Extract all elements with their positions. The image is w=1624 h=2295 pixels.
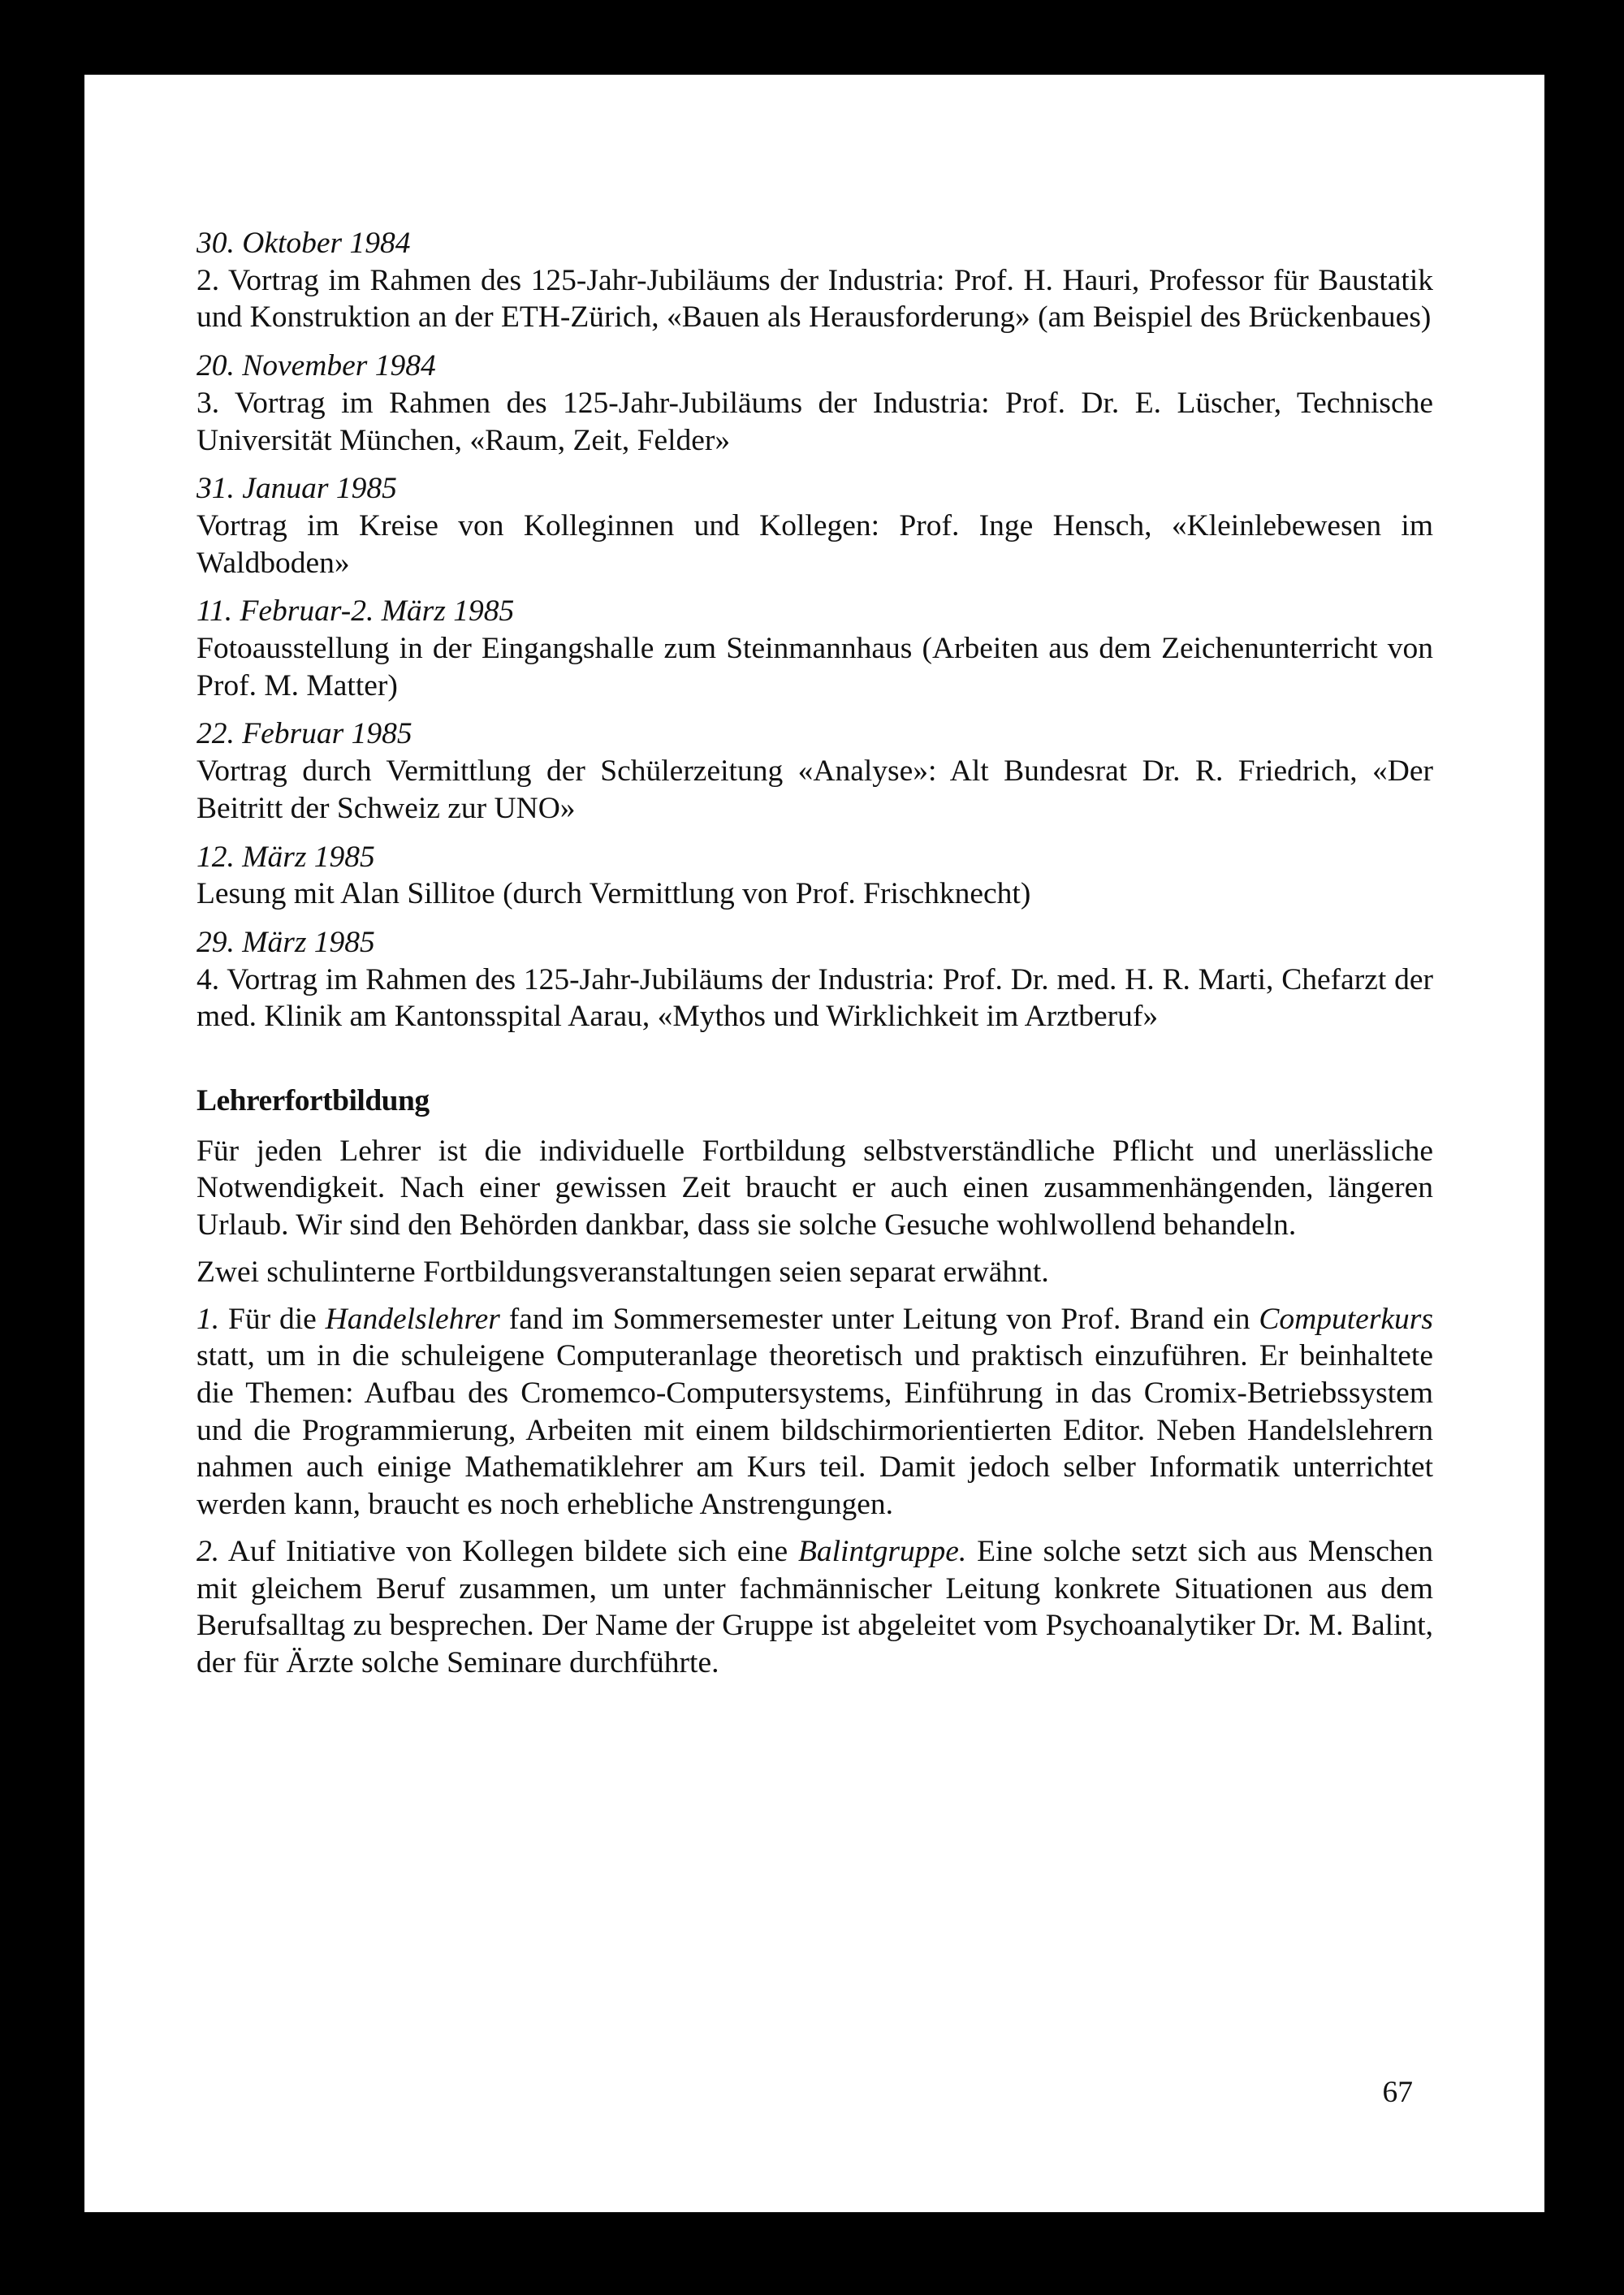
numbered-paragraph-computerkurs	[197, 1301, 1433, 1524]
item-number: 1.	[197, 1302, 220, 1336]
paragraph-text: Für die	[219, 1302, 326, 1336]
page-content	[197, 225, 1433, 1692]
paragraph-text: Auf Initiative von Kollegen bildete sich eine	[219, 1534, 798, 1568]
section-heading: Lehrerfortbildung	[197, 1084, 430, 1118]
emphasis-term: Handelslehrer	[325, 1302, 500, 1336]
event-date: 20. November 1984	[197, 349, 436, 383]
summary-paragraph: Zwei schulinterne Fortbildungsveranstaltungen seien separat erwähnt.	[197, 1255, 1049, 1289]
event-entry	[197, 839, 1433, 913]
event-description: 3. Vortrag im Rahmen des 125-Jahr-Jubiläums der Industria: Prof. Dr. E. Lüscher, Technische Universität München, «Raum, Zeit, Felder»	[197, 386, 1433, 457]
paragraph-text: statt, um in die schuleigene Computeranlage theoretisch und praktisch einzuführen. Er beinhaltete die Themen: Aufbau des Cromemco-Computersystems, Einführung in das Cromix-Betriebssystem und die Programmierung, Arbeiten mit einem bildschirmorientierten Editor. Neben Handelslehrern nahmen auch einige Mathematiklehrer am Kurs teil. Damit jedoch selber Informatik unterrichtet werden kann, braucht es noch erhebliche Anstrengungen.	[197, 1339, 1433, 1522]
event-entry	[197, 593, 1433, 704]
event-date: 22. Februar 1985	[197, 717, 412, 751]
page-number: 67	[1382, 2076, 1413, 2109]
event-description: Vortrag im Kreise von Kolleginnen und Kollegen: Prof. Inge Hensch, «Kleinlebewesen im Waldboden»	[197, 508, 1433, 580]
emphasis-term: Balintgruppe.	[797, 1534, 967, 1568]
event-description: Vortrag durch Vermittlung der Schülerzeitung «Analyse»: Alt Bundesrat Dr. R. Friedrich, «Der Beitritt der Schweiz zur UNO»	[197, 754, 1433, 825]
event-entry	[197, 715, 1433, 827]
numbered-paragraph-balintgruppe	[197, 1533, 1433, 1682]
event-date: 12. März 1985	[197, 840, 375, 874]
event-description: Fotoausstellung in der Eingangshalle zum Steinmannhaus (Arbeiten aus dem Zeichenunterricht von Prof. M. Matter)	[197, 632, 1433, 702]
event-entry	[197, 348, 1433, 459]
event-description: 4. Vortrag im Rahmen des 125-Jahr-Jubiläums der Industria: Prof. Dr. med. H. R. Marti, Chefarzt der med. Klinik am Kantonsspital Aarau, «Mythos und Wirklichkeit im Arztberuf»	[197, 962, 1433, 1034]
event-date: 29. März 1985	[197, 925, 375, 959]
document-page	[84, 75, 1544, 2212]
emphasis-term: Computerkurs	[1259, 1302, 1433, 1336]
event-description: 2. Vortrag im Rahmen des 125-Jahr-Jubiläums der Industria: Prof. H. Hauri, Professor für Baustatik und Konstruktion an der ETH-Zürich, «Bauen als Herausforderung» (am Beispiel des Brückenbaues)	[197, 263, 1433, 335]
event-entry	[197, 470, 1433, 581]
item-number: 2.	[197, 1534, 220, 1568]
intro-paragraph: Für jeden Lehrer ist die individuelle Fortbildung selbstverständliche Pflicht und unerlässliche Notwendigkeit. Nach einer gewissen Zeit braucht er auch einen zusammenhängenden, längeren Urlaub. Wir sind den Behörden dankbar, dass sie solche Gesuche wohlwollend behandeln.	[197, 1134, 1433, 1243]
event-entry	[197, 225, 1433, 336]
event-description: Lesung mit Alan Sillitoe (durch Vermittlung von Prof. Frischknecht)	[197, 877, 1031, 911]
paragraph-text: fand im Sommersemester unter Leitung von Prof. Brand ein	[499, 1302, 1259, 1336]
paragraph-text: Eine solche setzt sich aus Menschen mit gleichem Beruf zusammen, um unter fachmännischer Leitung konkrete Situationen aus dem Berufsalltag zu besprechen. Der Name der Gruppe ist abgeleitet vom Psychoanalytiker Dr. M. Balint, der für Ärzte solche Seminare durchführte.	[197, 1534, 1433, 1679]
event-entry	[197, 924, 1433, 1035]
event-date: 30. Oktober 1984	[197, 227, 411, 260]
event-date: 11. Februar-2. März 1985	[197, 594, 515, 629]
event-date: 31. Januar 1985	[197, 472, 397, 506]
